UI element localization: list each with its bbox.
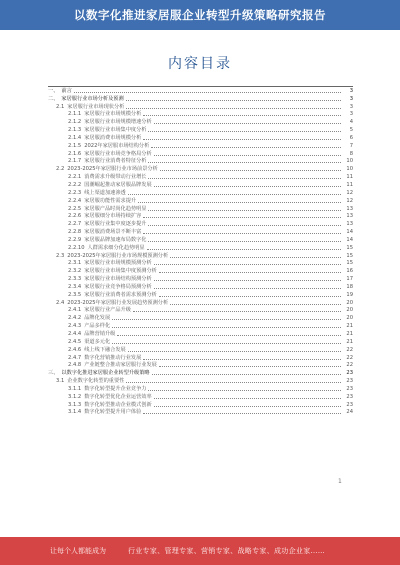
toc-entry-page: 13 <box>346 205 353 212</box>
toc-entry-page: 23 <box>346 401 353 408</box>
toc-entry[interactable] <box>48 290 353 298</box>
footer-slogan-right: 行业专家、管理专家、营销专家、战略专家、成功企业家…… <box>128 547 326 555</box>
toc-leader-dots <box>112 327 341 328</box>
toc-entry-number: 2.4.7 <box>68 354 82 361</box>
toc-entry-title: 线上渠道加速渗透 <box>84 189 126 196</box>
toc-entry-number: 2.2.5 <box>68 205 82 212</box>
toc-entry[interactable] <box>48 196 353 204</box>
toc-entry[interactable] <box>48 157 353 165</box>
toc-entry-title: 数字化营销推动行业发展 <box>84 354 142 361</box>
toc-entry-number: 2.2.9 <box>68 236 82 243</box>
toc-entry-page: 17 <box>346 276 353 283</box>
toc-entry-title: 消费需求升级带动行业增长 <box>84 174 147 181</box>
toc-entry-page: 23 <box>346 385 353 392</box>
toc-entry[interactable] <box>48 110 353 118</box>
toc-entry[interactable] <box>48 212 353 220</box>
toc-leader-dots <box>143 217 341 218</box>
toc-leader-dots <box>154 186 341 187</box>
toc-entry-title: 家居服消费场景不断丰富 <box>84 229 142 236</box>
toc-entry[interactable] <box>48 188 353 196</box>
toc-entry-number: 2.1.1 <box>68 111 82 118</box>
toc-entry-number: 2.4.2 <box>68 315 82 322</box>
toc-entry[interactable] <box>48 376 353 384</box>
toc-leader-dots <box>143 139 341 140</box>
toc-leader-dots <box>160 170 341 171</box>
toc-entry-title: 家居服行业市场现状分析 <box>67 103 125 110</box>
toc-entry-page: 21 <box>346 331 353 337</box>
toc-entry-title: 家居服品牌加速布局数字化 <box>84 236 147 243</box>
toc-leader-dots <box>154 406 341 407</box>
toc-entry-number: 2.1.3 <box>68 127 82 134</box>
toc-entry-number: 2.3.5 <box>68 291 82 298</box>
toc-entry-page: 20 <box>346 299 353 306</box>
toc-entry[interactable] <box>48 384 353 392</box>
toc-entry[interactable] <box>48 321 353 329</box>
toc-entry-page: 11 <box>346 181 353 188</box>
toc-entry-page: 3 <box>349 95 353 102</box>
toc-leader-dots <box>126 100 341 101</box>
toc-entry-title: 家居服消费市场规模分析 <box>84 134 142 141</box>
toc-entry-page: 8 <box>349 150 353 157</box>
toc-entry-title: 数字化转型推动企业模式创新 <box>84 401 152 408</box>
footer-slogan-left: 让每个人都能成为 <box>50 547 106 555</box>
toc-entry[interactable] <box>48 172 353 180</box>
toc-entry[interactable] <box>48 266 353 274</box>
toc-entry-title: 家居服行业市场规模分析 <box>84 111 142 118</box>
toc-entry[interactable] <box>48 149 353 157</box>
toc-entry-page: 22 <box>346 354 353 361</box>
toc-entry-number: 2.1.2 <box>68 119 82 126</box>
toc-leader-dots <box>74 92 341 93</box>
toc-entry-page: 12 <box>346 189 353 196</box>
toc-entry-title: 人群需求细分化趋势明显 <box>87 244 145 251</box>
toc-entry[interactable] <box>48 408 353 416</box>
toc-leader-dots <box>112 319 341 320</box>
toc-leader-dots <box>148 210 341 211</box>
toc-leader-dots <box>152 374 341 375</box>
toc-entry-number: 2.4.6 <box>68 346 82 353</box>
toc-entry-number: 2.2.10 <box>68 244 85 251</box>
toc-entry-number: 2.2.1 <box>68 174 82 181</box>
toc-entry-title: 渠道多元化 <box>84 338 111 345</box>
toc-entry-number: 2.3.4 <box>68 283 82 290</box>
toc-entry-page: 3 <box>349 103 353 110</box>
toc-entry-number: 2.2.8 <box>68 229 82 236</box>
toc-entry-number: 3.1.1 <box>68 385 82 392</box>
toc-entry-page: 15 <box>346 252 353 259</box>
toc-entry-title: 产业链整合推动家居服行业发展 <box>84 362 157 369</box>
toc-entry[interactable] <box>48 313 353 321</box>
toc-entry-number: 2.4.8 <box>68 362 82 369</box>
toc-entry-page: 3 <box>349 87 353 94</box>
toc-entry-number: 2.2.3 <box>68 189 82 196</box>
toc-entry[interactable] <box>48 94 353 102</box>
toc-entry[interactable] <box>48 274 353 282</box>
toc-leader-dots <box>170 257 341 258</box>
toc-leader-dots <box>126 382 341 383</box>
toc-entry-page: 22 <box>346 346 353 353</box>
toc-entry-page: 11 <box>346 174 353 181</box>
toc-entry-number: 2.1 <box>56 103 65 110</box>
toc-entry-page: 20 <box>346 307 353 314</box>
toc-entry-number: 2.1.4 <box>68 134 82 141</box>
toc-entry-page: 23 <box>346 393 353 400</box>
toc-entry-title: 家居服功能性需求提升 <box>84 197 137 204</box>
toc-entry-title: 家居服行业产品升级 <box>84 307 131 314</box>
toc-entry[interactable] <box>48 368 353 376</box>
toc-entry-number: 二、 <box>48 95 59 102</box>
document-header <box>0 0 400 30</box>
toc-entry-page: 14 <box>346 236 353 243</box>
toc-entry-number: 3.1 <box>56 378 65 385</box>
toc-entry-number: 2.3.3 <box>68 276 82 283</box>
toc-entry-title: 家居服行业市场规模增速分析 <box>84 119 152 126</box>
toc-entry[interactable] <box>48 361 353 369</box>
toc-entry-title: 家居服行业市场竞争格局分析 <box>84 150 152 157</box>
toc-entry-title: 2023-2025年家居服行业市场前景分析 <box>67 166 158 173</box>
toc-leader-dots <box>128 351 341 352</box>
toc-entry-page: 12 <box>346 197 353 204</box>
toc-leader-dots <box>143 359 341 360</box>
toc-entry-number: 3.1.3 <box>68 401 82 408</box>
toc-entry-page: 5 <box>349 127 353 134</box>
toc-leader-dots <box>117 335 341 336</box>
toc-leader-dots <box>154 398 341 399</box>
toc-leader-dots <box>154 280 341 281</box>
toc-entry-number: 2.2 <box>56 166 65 173</box>
toc-entry[interactable] <box>48 345 353 353</box>
toc-entry-page: 22 <box>346 362 353 369</box>
report-title: 以数字化推进家居服企业转型升级策略研究报告 <box>74 8 326 22</box>
toc-entry-page: 23 <box>346 370 353 377</box>
table-of-contents <box>48 86 353 415</box>
toc-leader-dots <box>159 272 341 273</box>
toc-entry[interactable] <box>48 102 353 110</box>
toc-entry-number: 3.1.2 <box>68 393 82 400</box>
toc-entry[interactable] <box>48 243 353 251</box>
toc-entry[interactable] <box>48 306 353 314</box>
toc-leader-dots <box>154 288 341 289</box>
toc-leader-dots <box>138 202 341 203</box>
toc-entry-number: 2.2.7 <box>68 221 82 228</box>
toc-entry-page: 16 <box>346 268 353 275</box>
toc-entry-title: 数字化转型优化企业运营效率 <box>84 393 152 400</box>
toc-entry[interactable] <box>48 329 353 337</box>
toc-entry-title: 家居服产品时尚化趋势明显 <box>84 205 147 212</box>
toc-entry-title: 家居服行业消费者需求预测分析 <box>84 291 157 298</box>
toc-entry-title: 家居服行业竞争格局预测分析 <box>84 283 152 290</box>
document-page <box>0 30 400 537</box>
toc-entry-title: 家居服行业消费者特征分析 <box>84 158 147 165</box>
toc-entry-title: 2022年家居服市场结构分析 <box>84 142 150 149</box>
toc-entry[interactable] <box>48 259 353 267</box>
toc-entry-title: 家居服细分市场持续扩容 <box>84 213 142 220</box>
toc-entry-number: 2.3 <box>56 252 65 259</box>
document-footer <box>0 537 400 565</box>
toc-entry-title: 前言 <box>61 87 72 94</box>
toc-entry-number: 一、 <box>48 87 59 94</box>
toc-entry-title: 家居服行业集中度逐步提升 <box>84 221 147 228</box>
toc-leader-dots <box>170 304 341 305</box>
toc-entry-title: 数字化转型提升用户体验 <box>84 409 142 416</box>
toc-entry[interactable] <box>48 141 353 149</box>
toc-entry-number: 2.3.1 <box>68 260 82 267</box>
toc-entry-page: 15 <box>346 244 353 251</box>
toc-entry-page: 21 <box>346 338 353 345</box>
toc-entry-number: 2.2.4 <box>68 197 82 204</box>
toc-leader-dots <box>148 225 341 226</box>
toc-entry[interactable] <box>48 251 353 259</box>
toc-leader-dots <box>112 343 341 344</box>
toc-entry-page: 24 <box>346 409 353 416</box>
toc-leader-dots <box>159 296 341 297</box>
toc-entry[interactable] <box>48 400 353 408</box>
toc-entry-number: 2.3.2 <box>68 268 82 275</box>
toc-entry-title: 家居服行业市场结构预测分析 <box>84 276 152 283</box>
toc-entry-page: 18 <box>346 283 353 290</box>
toc-entry-page: 7 <box>349 142 353 149</box>
toc-entry[interactable] <box>48 219 353 227</box>
toc-entry[interactable] <box>48 227 353 235</box>
toc-leader-dots <box>154 123 341 124</box>
toc-entry-page: 6 <box>349 134 353 141</box>
toc-leader-dots <box>133 311 341 312</box>
toc-entry-page: 19 <box>346 291 353 298</box>
toc-entry-number: 2.4.3 <box>68 323 82 330</box>
toc-entry-number: 三、 <box>48 370 59 377</box>
toc-leader-dots <box>151 147 341 148</box>
toc-entry-number: 2.1.6 <box>68 150 82 157</box>
toc-entry-page: 20 <box>346 315 353 322</box>
toc-entry-number: 2.2.6 <box>68 213 82 220</box>
toc-entry-title: 家居服行业市场规模预测分析 <box>84 260 152 267</box>
toc-leader-dots <box>148 241 341 242</box>
toc-entry[interactable] <box>48 164 353 172</box>
toc-entry-title: 品牌营销升级 <box>84 331 116 337</box>
toc-entry[interactable] <box>48 125 353 133</box>
toc-entry-number: 3.1.4 <box>68 409 82 416</box>
toc-entry-title: 2023-2025年家居服行业市场规模预测分析 <box>67 252 169 259</box>
toc-entry[interactable] <box>48 353 353 361</box>
toc-entry-page: 4 <box>349 119 353 126</box>
toc-title: 内容目录 <box>168 56 232 72</box>
toc-leader-dots <box>159 366 341 367</box>
toc-entry[interactable] <box>48 204 353 212</box>
toc-leader-dots <box>154 264 341 265</box>
toc-entry-page: 10 <box>346 166 353 173</box>
toc-entry-page: 13 <box>346 213 353 220</box>
toc-leader-dots <box>143 413 341 414</box>
toc-entry-title: 以数字化推进家居服企业转型升级策略 <box>61 370 150 377</box>
toc-entry-number: 2.4.4 <box>68 331 82 337</box>
toc-leader-dots <box>147 249 341 250</box>
toc-entry-number: 2.1.7 <box>68 158 82 165</box>
toc-entry[interactable] <box>48 117 353 125</box>
toc-leader-dots <box>126 108 341 109</box>
toc-entry-page: 15 <box>346 260 353 267</box>
toc-leader-dots <box>148 131 341 132</box>
toc-leader-dots <box>148 178 341 179</box>
toc-entry-title: 数字化转型提升企业竞争力 <box>84 385 147 392</box>
toc-entry-title: 家居服行业市场集中度分析 <box>84 127 147 134</box>
toc-entry-page: 23 <box>346 378 353 385</box>
toc-entry[interactable] <box>48 180 353 188</box>
toc-entry-page: 13 <box>346 221 353 228</box>
toc-entry-title: 企业数字化转型的重要性 <box>67 378 125 385</box>
toc-entry[interactable] <box>48 392 353 400</box>
toc-entry-title: 品牌化发展 <box>84 315 111 322</box>
toc-leader-dots <box>148 162 341 163</box>
toc-entry[interactable] <box>48 298 353 306</box>
toc-leader-dots <box>143 115 341 116</box>
toc-entry-page: 3 <box>349 111 353 118</box>
toc-entry-title: 线上线下融合发展 <box>84 346 126 353</box>
toc-entry-title: 2023-2025年家居服行业发展趋势预测分析 <box>67 299 169 306</box>
toc-entry-page: 21 <box>346 323 353 330</box>
toc-entry-title: 国潮崛起推动家居服品牌发展 <box>84 181 152 188</box>
toc-entry-number: 2.4 <box>56 299 65 306</box>
toc-leader-dots <box>154 155 341 156</box>
page-number: 1 <box>338 478 342 485</box>
toc-entry-number: 2.1.5 <box>68 142 82 149</box>
toc-entry-page: 14 <box>346 229 353 236</box>
toc-entry-title: 家居服行业市场分析及预测 <box>61 95 124 102</box>
toc-entry-title: 产品多样化 <box>84 323 111 330</box>
toc-entry-number: 2.4.1 <box>68 307 82 314</box>
toc-entry[interactable] <box>48 133 353 141</box>
toc-leader-dots <box>128 194 341 195</box>
toc-leader-dots <box>143 233 341 234</box>
toc-entry[interactable] <box>48 86 353 94</box>
toc-entry[interactable] <box>48 337 353 345</box>
toc-entry-number: 2.4.5 <box>68 338 82 345</box>
toc-leader-dots <box>148 390 341 391</box>
toc-entry-number: 2.2.2 <box>68 181 82 188</box>
toc-entry[interactable] <box>48 235 353 243</box>
toc-entry-page: 10 <box>346 158 353 165</box>
toc-entry-title: 家居服行业市场集中度预测分析 <box>84 268 157 275</box>
toc-entry[interactable] <box>48 282 353 290</box>
